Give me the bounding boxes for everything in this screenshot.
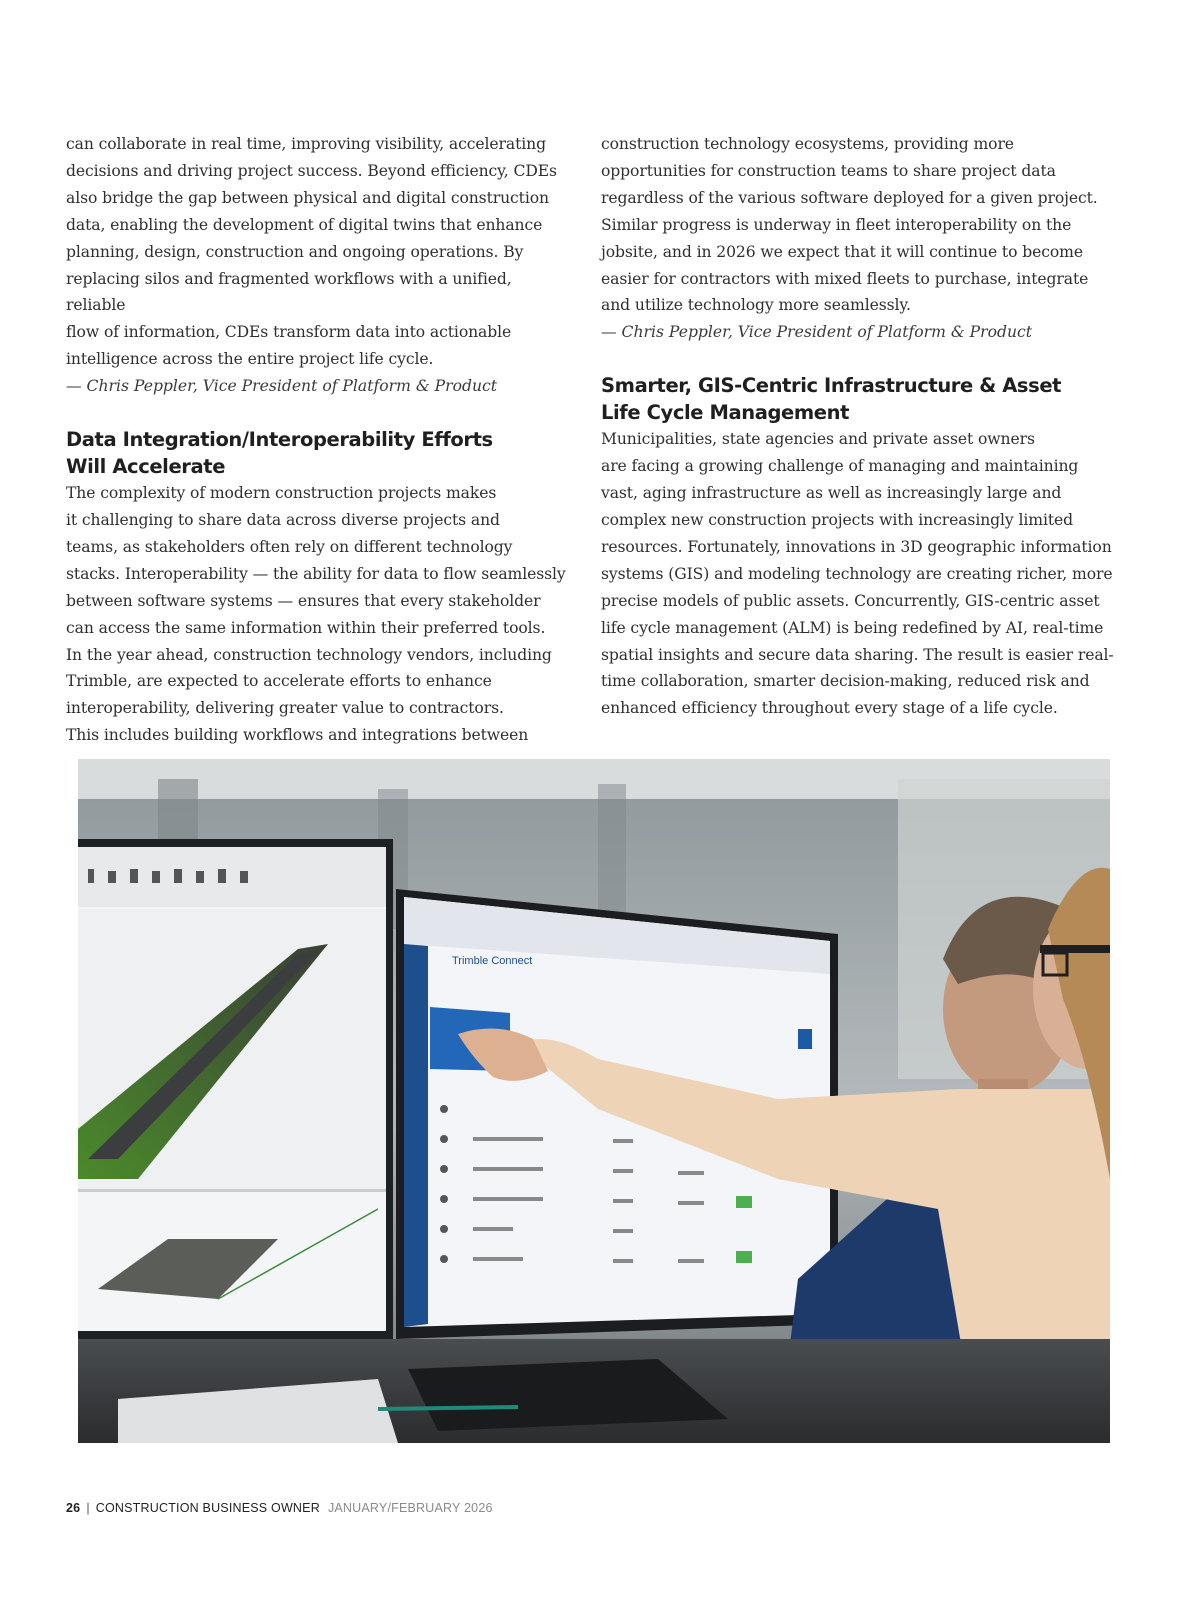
heading-line: Life Cycle Management	[601, 401, 850, 425]
text-line: In the year ahead, construction technology vendors, including	[66, 645, 552, 664]
footer-separator: |	[86, 1501, 90, 1515]
text-line: can access the same information within their preferred tools.	[66, 618, 546, 637]
left-attribution: — Chris Peppler, Vice President of Platform & Product	[66, 377, 498, 396]
text-line: decisions and driving project success. Beyond efficiency, CDEs	[66, 161, 557, 180]
text-line: The complexity of modern construction projects makes	[66, 484, 497, 503]
article-photo	[78, 759, 1110, 1443]
text-line: systems (GIS) and modeling technology are creating richer, more	[601, 564, 1113, 583]
text-line: Trimble, are expected to accelerate efforts to enhance	[66, 672, 492, 691]
left-paragraph-2	[66, 480, 571, 749]
text-line: complex new construction projects with increasingly limited	[601, 510, 1074, 529]
text-line: regardless of the various software deployed for a given project.	[601, 188, 1098, 207]
text-line: can collaborate in real time, improving visibility, accelerating	[66, 135, 546, 153]
heading-line: Will Accelerate	[66, 455, 226, 479]
screen-app-name: Trimble Connect	[452, 955, 533, 967]
text-line: resources. Fortunately, innovations in 3D geographic information	[601, 537, 1112, 556]
text-line: easier for contractors with mixed fleets to purchase, integrate	[601, 269, 1089, 288]
text-line: it challenging to share data across diverse projects and	[66, 510, 500, 529]
text-line: spatial insights and secure data sharing. The result is easier real-	[601, 645, 1114, 664]
text-line: vast, aging infrastructure as well as increasingly large and	[601, 484, 1062, 503]
text-line: intelligence across the entire project life cycle.	[66, 350, 434, 369]
text-line: precise models of public assets. Concurrently, GIS-centric asset	[601, 591, 1100, 610]
text-line: This includes building workflows and integrations between	[66, 726, 529, 745]
right-paragraph-1	[601, 131, 1116, 319]
text-line: Similar progress is underway in fleet interoperability on the	[601, 215, 1072, 234]
text-line: flow of information, CDEs transform data into actionable	[66, 323, 512, 342]
text-line: planning, design, construction and ongoing operations. By	[66, 242, 524, 261]
text-line: also bridge the gap between physical and digital construction	[66, 188, 549, 207]
text-line: life cycle management (ALM) is being redefined by AI, real-time	[601, 618, 1104, 637]
text-line: Municipalities, state agencies and private asset owners	[601, 430, 1035, 449]
left-column	[66, 131, 571, 749]
text-line: and utilize technology more seamlessly.	[601, 296, 911, 315]
publication-name: CONSTRUCTION BUSINESS OWNER	[95, 1501, 320, 1515]
text-line: between software systems — ensures that every stakeholder	[66, 591, 541, 610]
text-line: are facing a growing challenge of managing and maintaining	[601, 457, 1079, 476]
right-attribution: — Chris Peppler, Vice President of Platform & Product	[601, 323, 1033, 342]
page-footer	[66, 1501, 493, 1515]
text-line: time collaboration, smarter decision-making, reduced risk and	[601, 672, 1090, 691]
left-paragraph-1	[66, 131, 571, 373]
text-line: construction technology ecosystems, providing more	[601, 135, 1014, 153]
text-line: opportunities for construction teams to share project data	[601, 161, 1056, 180]
page-number: 26	[66, 1501, 81, 1515]
text-line: enhanced efficiency throughout every stage of a life cycle.	[601, 699, 1058, 718]
text-line: jobsite, and in 2026 we expect that it will continue to become	[601, 242, 1083, 261]
issue-date: JANUARY/FEBRUARY 2026	[327, 1501, 493, 1515]
text-line: data, enabling the development of digital twins that enhance	[66, 215, 543, 234]
right-paragraph-2	[601, 426, 1116, 722]
left-monitor	[78, 839, 393, 1339]
text-line: stacks. Interoperability — the ability for data to flow seamlessly	[66, 564, 566, 583]
right-column	[601, 131, 1116, 722]
text-line: teams, as stakeholders often rely on different technology	[66, 537, 513, 556]
heading-line: Smarter, GIS-Centric Infrastructure & Asset	[601, 374, 1062, 398]
text-line: interoperability, delivering greater value to contractors.	[66, 699, 504, 718]
heading-line: Data Integration/Interoperability Efforts	[66, 428, 493, 452]
left-section-heading	[66, 426, 571, 480]
right-section-heading	[601, 372, 1116, 426]
text-line: replacing silos and fragmented workflows with a unified, reliable	[66, 269, 512, 315]
